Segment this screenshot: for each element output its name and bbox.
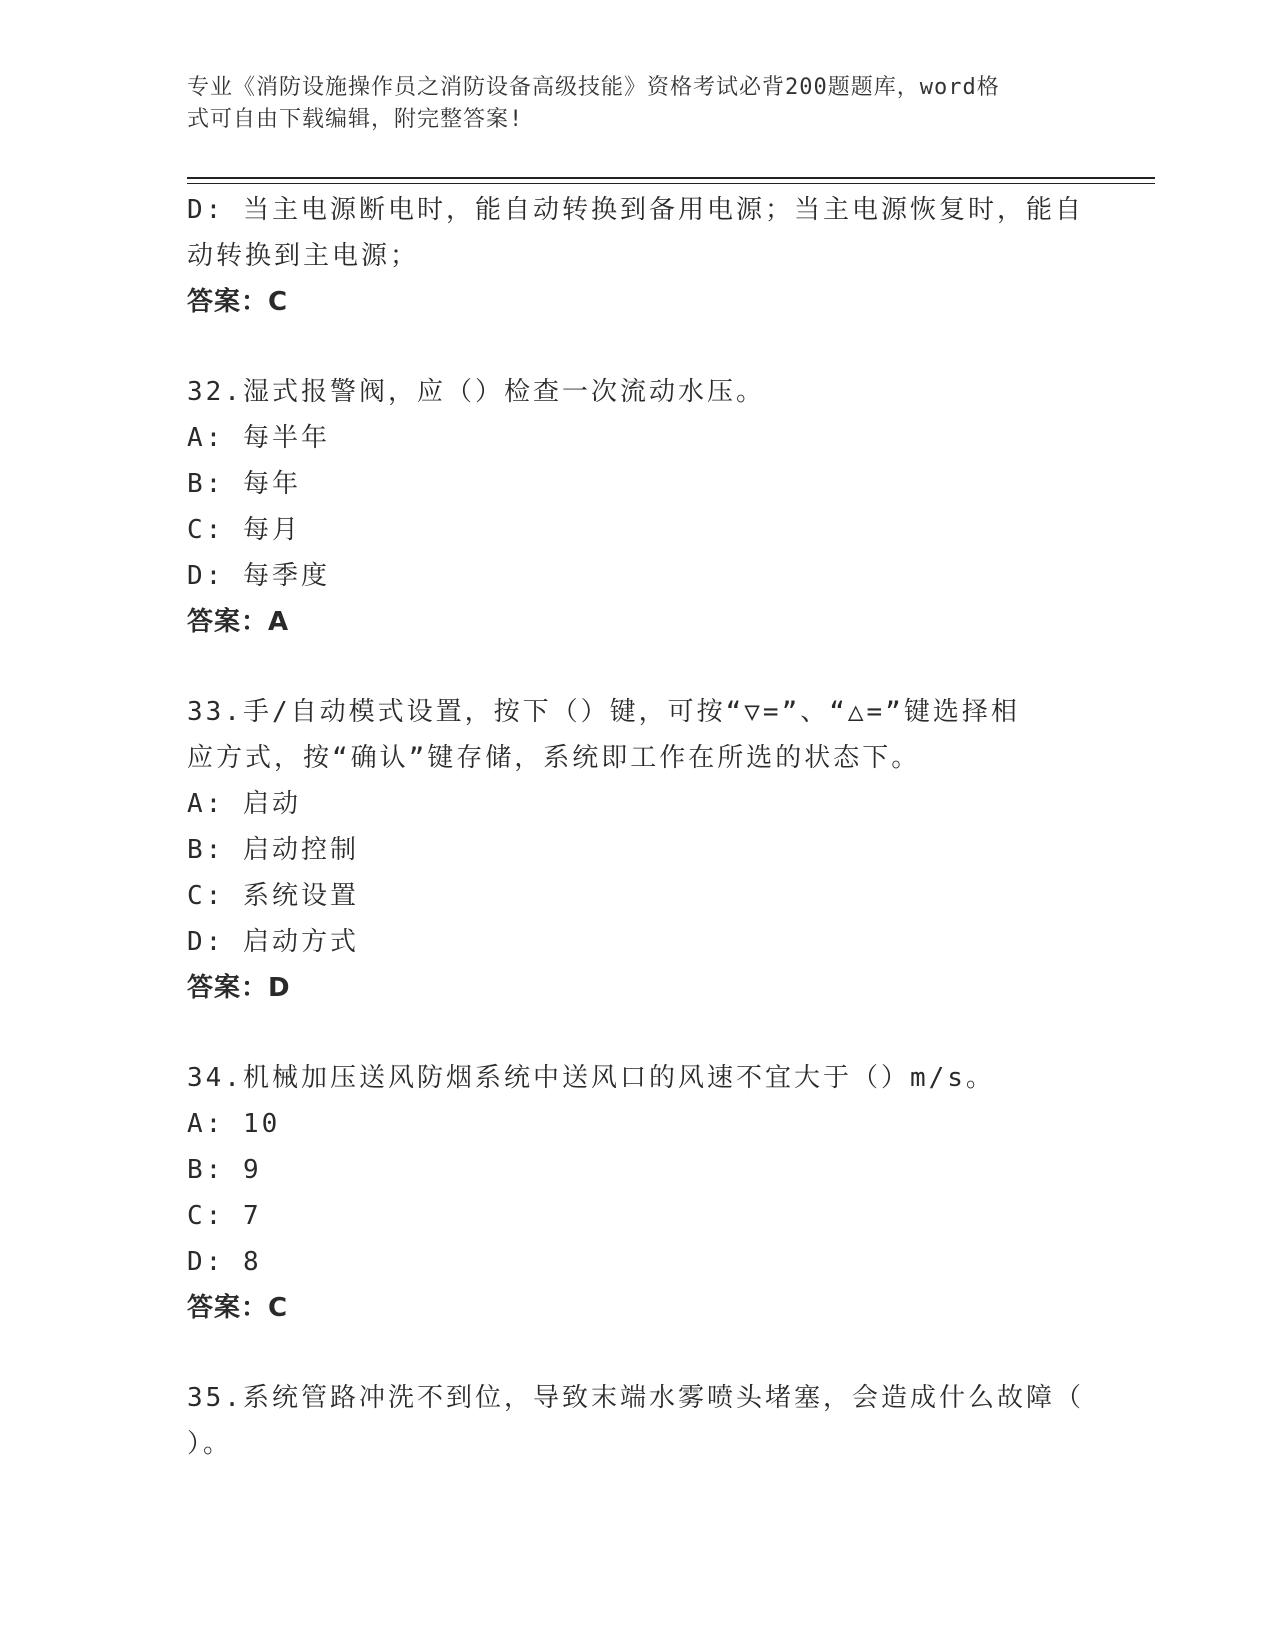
answer-line: 答案：A: [187, 607, 290, 637]
option-b: B: 启动控制: [187, 835, 359, 865]
header-title-line-1: 专业《消防设施操作员之消防设备高级技能》资格考试必背200题题库，word格: [187, 75, 1000, 100]
question-33: [187, 689, 1087, 1011]
page-header: [187, 72, 1067, 136]
question-stem: 33.手/自动模式设置，按下（）键，可按“▽=”、“△=”键选择相: [187, 697, 1020, 727]
option-d: D: 当主电源断电时，能自动转换到备用电源；当主电源恢复时，能自: [187, 195, 1084, 225]
option-c: C: 每月: [187, 515, 301, 545]
option-a: A: 10: [187, 1109, 281, 1139]
option-a: A: 每半年: [187, 423, 330, 453]
option-d: D: 启动方式: [187, 927, 359, 957]
header-divider-thin: [187, 183, 1155, 184]
question-spacer: [187, 325, 1087, 369]
question-stem-continued: 应方式，按“确认”键存储，系统即工作在所选的状态下。: [187, 743, 921, 773]
answer-line: 答案：D: [187, 973, 291, 1003]
header-divider-thick: [187, 177, 1155, 179]
option-c: C: 7: [187, 1201, 262, 1231]
question-34: [187, 1055, 1087, 1331]
answer-line: 答案：C: [187, 287, 289, 317]
question-stem-continued: ）。: [187, 1429, 233, 1459]
question-31-continuation: [187, 187, 1087, 325]
answer-line: 答案：C: [187, 1293, 289, 1323]
option-c: C: 系统设置: [187, 881, 359, 911]
option-a: A: 启动: [187, 789, 301, 819]
option-d-continued: 动转换到主电源；: [187, 241, 420, 271]
question-stem: 34.机械加压送风防烟系统中送风口的风速不宜大于（）m/s。: [187, 1063, 995, 1093]
question-32: [187, 369, 1087, 645]
option-b: B: 9: [187, 1155, 262, 1185]
question-list: [187, 187, 1087, 1467]
question-spacer: [187, 1011, 1087, 1055]
question-spacer: [187, 645, 1087, 689]
header-title-line-2: 式可自由下载编辑，附完整答案!: [187, 107, 524, 132]
option-d: D: 每季度: [187, 561, 330, 591]
question-stem: 35.系统管路冲洗不到位，导致末端水雾喷头堵塞，会造成什么故障（: [187, 1383, 1084, 1413]
option-d: D: 8: [187, 1247, 262, 1277]
question-stem: 32.湿式报警阀，应（）检查一次流动水压。: [187, 377, 765, 407]
option-b: B: 每年: [187, 469, 301, 499]
question-35: [187, 1375, 1087, 1467]
question-spacer: [187, 1331, 1087, 1375]
